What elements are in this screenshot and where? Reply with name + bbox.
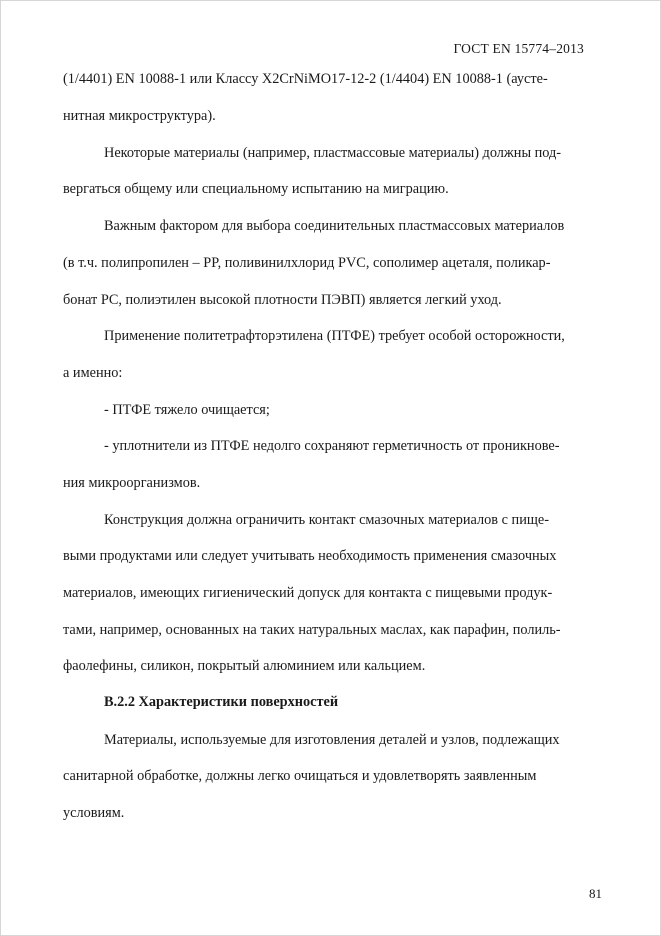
text-line: бонат PC, полиэтилен высокой плотности ПЭВП) является легкий уход. [63,292,502,308]
paragraph-start: Конструкция должна ограничить контакт смазочных материалов с пище- [104,512,549,528]
text-line: (в т.ч. полипропилен – PP, поливинилхлорид PVC, сополимер ацеталя, поликар- [63,255,551,271]
paragraph-start: Важным фактором для выбора соединительных пластмассовых материалов [104,218,565,234]
paragraph-start: Некоторые материалы (например, пластмассовые материалы) должны под- [104,145,562,161]
list-item: - ПТФЕ тяжело очищается; [104,402,270,418]
text-line: материалов, имеющих гигиенический допуск для контакта с пищевыми продук- [63,585,553,601]
text-line: условиям. [63,805,125,821]
text-line: тами, например, основанных на таких натуральных маслах, как парафин, полиль- [63,622,561,638]
text-line: ния микроорганизмов. [63,475,201,491]
list-item: - уплотнители из ПТФЕ недолго сохраняют герметичность от проникнове- [104,438,560,454]
page-number: 81 [589,886,602,901]
text-line: (1/4401) EN 10088-1 или Классу X2CrNiMO17-12-2 (1/4404) EN 10088-1 (аусте- [63,71,548,87]
text-line: выми продуктами или следует учитывать необходимость применения смазочных [63,548,557,564]
paragraph-start: Материалы, используемые для изготовления деталей и узлов, подлежащих [104,732,560,748]
text-line: фаолефины, силикон, покрытый алюминием или кальцием. [63,658,426,674]
text-line: а именно: [63,365,123,381]
text-line: санитарной обработке, должны легко очищаться и удовлетворять заявленным [63,768,537,784]
paragraph-start: Применение политетрафторэтилена (ПТФЕ) требует особой осторожности, [104,328,565,344]
text-line: нитная микроструктура). [63,108,216,124]
section-heading: B.2.2 Характеристики поверхностей [104,694,339,710]
text-line: вергаться общему или специальному испытанию на миграцию. [63,181,449,197]
standard-header: ГОСТ EN 15774–2013 [453,41,584,56]
